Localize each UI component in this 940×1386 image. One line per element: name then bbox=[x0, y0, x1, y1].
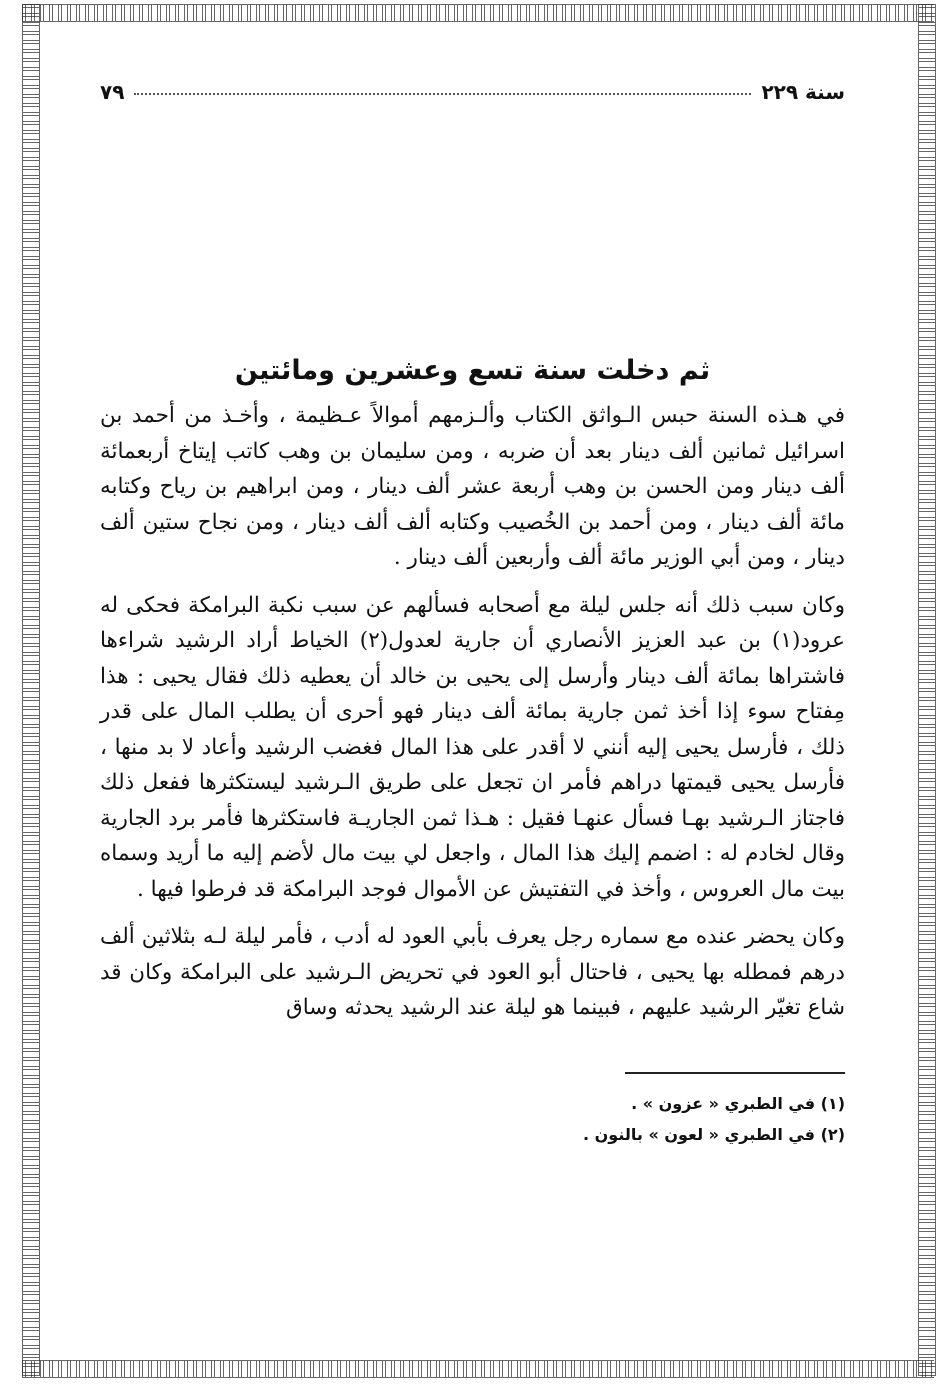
decorative-border-top bbox=[22, 4, 934, 22]
running-title: سنة ٢٢٩ bbox=[761, 80, 845, 104]
decorative-border-left bbox=[22, 4, 40, 1376]
paragraph-1: في هـذه السنة حبس الـواثق الكتاب وألـزمهم أموالاً عـظيمة ، وأخـذ من أحمد بن اسرائيل ثمانين ألف دينار بعد أن ضربه ، ومن سليمان بن وهب كاتب إيتاخ أربعمائة ألف دينار ومن الحسن بن وهب أربعة عشر ألف دينار ، ومن ابراهيم بن رياح وكتابه مائة ألف دينار ، ومن أحمد بن الخُصيب وكتابه ألف ألف دينار ، ومن نجاح ستين ألف دينار ، ومن أبي الوزير مائة ألف وأربعين ألف دينار . bbox=[100, 403, 845, 570]
running-header bbox=[100, 80, 845, 120]
footnotes bbox=[100, 1088, 845, 1150]
footnote-2: (٢) في الطبري « لعون » بالنون . bbox=[583, 1124, 845, 1144]
page-content bbox=[100, 80, 845, 1150]
section-title: ثم دخلت سنة تسع وعشرين ومائتين bbox=[234, 355, 711, 386]
dotted-leader bbox=[134, 93, 751, 95]
decorative-border-bottom bbox=[22, 1360, 934, 1378]
paragraph-3: وكان يحضر عنده مع سماره رجل يعرف بأبي العود له أدب ، فأمر ليلة لـه بثلاثين ألف درهم فمطله بها يحيى ، فاحتال أبو العود في تحريض الـرشيد على البرامكة وكان قد شاع تغيّر الرشيد عليهم ، فبينما هو ليلة عند الرشيد يحدثه وساق bbox=[100, 924, 845, 1020]
paragraph-2: وكان سبب ذلك أنه جلس ليلة مع أصحابه فسألهم عن سبب نكبة البرامكة فحكى له عرود(١) بن عبد العزيز الأنصاري أن جارية لعدول(٢) الخياط أراد الرشيد شراءها فاشتراها بمائة ألف دينار وأرسل إلى يحيى بن خالد أن يعطيه ذلك فقال يحيى : هذا مِفتاح سوء إذا أخذ ثمن جارية بمائة ألف دينار فهو أحرى أن يطلب المال على قدر ذلك ، فأرسل يحيى إليه أنني لا أقدر على هذا المال فغضب الرشيد وأعاد لا بد منها ، فأرسل يحيى قيمتها دراهم فأمر ان تجعل على طريق الـرشيد ليستكثرها ففعل ذلك فاجتاز الـرشيد بهـا فسأل عنهـا فقيل : هـذا ثمن الجاريـة فاستكثرها فأمر برد الجارية وقال لخادم له : اضمم إليك هذا المال ، واجعل لي بيت مال لأضم إليه ما أريد وسماه بيت مال العروس ، وأخذ في التفتيش عن الأموال فوجد البرامكة قد فرطوا فيها . bbox=[100, 592, 845, 902]
footnote-1: (١) في الطبري « عزون » . bbox=[631, 1093, 845, 1113]
page-number: ٧٩ bbox=[100, 80, 125, 104]
footnote-divider bbox=[625, 1072, 845, 1074]
decorative-border-right bbox=[918, 4, 936, 1376]
